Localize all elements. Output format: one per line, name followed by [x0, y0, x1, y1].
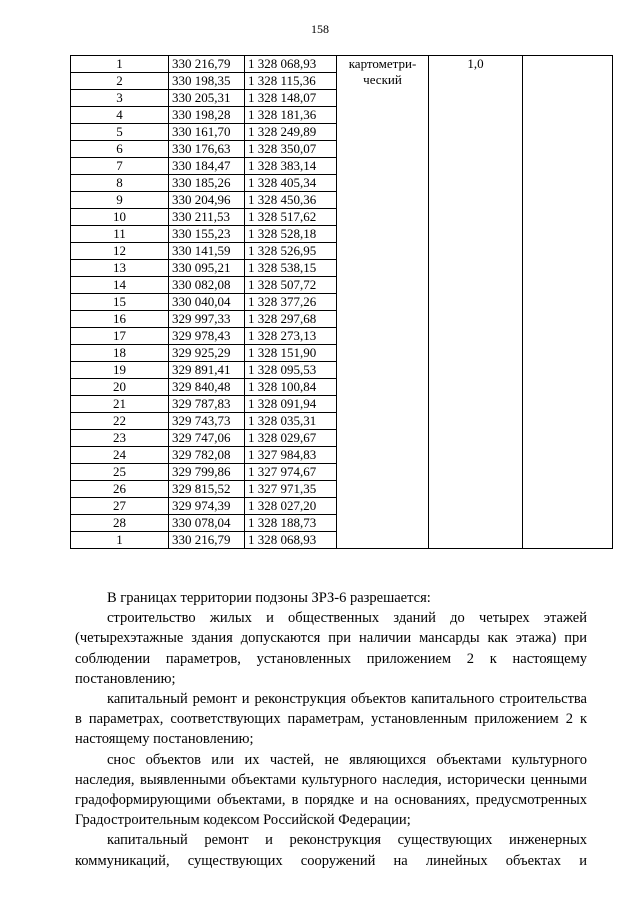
- y-coordinate-cell: 1 328 095,53: [245, 362, 337, 379]
- y-coordinate-cell: 1 328 148,07: [245, 90, 337, 107]
- y-coordinate-cell: 1 328 517,62: [245, 209, 337, 226]
- y-coordinate-cell: 1 328 035,31: [245, 413, 337, 430]
- point-number-cell: 13: [71, 260, 169, 277]
- point-number-cell: 7: [71, 158, 169, 175]
- point-number-cell: 21: [71, 396, 169, 413]
- x-coordinate-cell: 330 198,28: [169, 107, 245, 124]
- y-coordinate-cell: 1 328 507,72: [245, 277, 337, 294]
- y-coordinate-cell: 1 328 350,07: [245, 141, 337, 158]
- y-coordinate-cell: 1 327 984,83: [245, 447, 337, 464]
- point-number-cell: 25: [71, 464, 169, 481]
- y-coordinate-cell: 1 328 188,73: [245, 515, 337, 532]
- x-coordinate-cell: 330 078,04: [169, 515, 245, 532]
- y-coordinate-cell: 1 328 091,94: [245, 396, 337, 413]
- y-coordinate-cell: 1 327 971,35: [245, 481, 337, 498]
- point-number-cell: 28: [71, 515, 169, 532]
- y-coordinate-cell: 1 328 115,36: [245, 73, 337, 90]
- x-coordinate-cell: 329 978,43: [169, 328, 245, 345]
- x-coordinate-cell: 329 799,86: [169, 464, 245, 481]
- x-coordinate-cell: 329 782,08: [169, 447, 245, 464]
- y-coordinate-cell: 1 328 450,36: [245, 192, 337, 209]
- x-coordinate-cell: 329 997,33: [169, 311, 245, 328]
- x-coordinate-cell: 330 095,21: [169, 260, 245, 277]
- x-coordinate-cell: 329 840,48: [169, 379, 245, 396]
- point-number-cell: 27: [71, 498, 169, 515]
- x-coordinate-cell: 330 161,70: [169, 124, 245, 141]
- point-number-cell: 14: [71, 277, 169, 294]
- x-coordinate-cell: 329 787,83: [169, 396, 245, 413]
- x-coordinate-cell: 330 216,79: [169, 56, 245, 73]
- point-number-cell: 9: [71, 192, 169, 209]
- paragraph-construction: строительство жилых и общественных зданий до четырех этажей (четырехэтажные здания допускаются при наличии мансарды как этажа) при соблюдении параметров, установленных приложением 2 к настоящему постановлению;: [75, 610, 587, 687]
- y-coordinate-cell: 1 328 273,13: [245, 328, 337, 345]
- coordinates-table: [70, 55, 613, 549]
- x-coordinate-cell: 330 155,23: [169, 226, 245, 243]
- y-coordinate-cell: 1 328 027,20: [245, 498, 337, 515]
- page-number: 158: [311, 22, 329, 36]
- y-coordinate-cell: 1 328 383,14: [245, 158, 337, 175]
- point-number-cell: 6: [71, 141, 169, 158]
- y-coordinate-cell: 1 328 297,68: [245, 311, 337, 328]
- point-number-cell: 4: [71, 107, 169, 124]
- x-coordinate-cell: 329 974,39: [169, 498, 245, 515]
- point-number-cell: 17: [71, 328, 169, 345]
- x-coordinate-cell: 330 216,79: [169, 532, 245, 549]
- x-coordinate-cell: 330 141,59: [169, 243, 245, 260]
- x-coordinate-cell: 329 815,52: [169, 481, 245, 498]
- y-coordinate-cell: 1 328 528,18: [245, 226, 337, 243]
- y-coordinate-cell: 1 328 029,67: [245, 430, 337, 447]
- point-number-cell: 10: [71, 209, 169, 226]
- y-coordinate-cell: 1 328 181,36: [245, 107, 337, 124]
- method-line-1: картометри-: [348, 56, 417, 71]
- point-number-cell: 1: [71, 532, 169, 549]
- x-coordinate-cell: 330 198,35: [169, 73, 245, 90]
- x-coordinate-cell: 330 211,53: [169, 209, 245, 226]
- x-coordinate-cell: 329 891,41: [169, 362, 245, 379]
- method-line-2: ческий: [363, 72, 402, 87]
- x-coordinate-cell: 330 040,04: [169, 294, 245, 311]
- point-number-cell: 12: [71, 243, 169, 260]
- x-coordinate-cell: 329 743,73: [169, 413, 245, 430]
- point-number-cell: 18: [71, 345, 169, 362]
- x-coordinate-cell: 330 205,31: [169, 90, 245, 107]
- paragraph-utilities: капитальный ремонт и реконструкция существующих инженерных коммуникаций, существующих сооружений на линейных объектах и: [75, 832, 587, 869]
- x-coordinate-cell: 330 082,08: [169, 277, 245, 294]
- body-text: [75, 588, 587, 871]
- note-cell: [523, 56, 613, 549]
- y-coordinate-cell: 1 328 249,89: [245, 124, 337, 141]
- y-coordinate-cell: 1 328 151,90: [245, 345, 337, 362]
- y-coordinate-cell: 1 328 377,26: [245, 294, 337, 311]
- y-coordinate-cell: 1 328 100,84: [245, 379, 337, 396]
- point-number-cell: 5: [71, 124, 169, 141]
- accuracy-cell: 1,0: [429, 56, 523, 549]
- point-number-cell: 11: [71, 226, 169, 243]
- x-coordinate-cell: 329 925,29: [169, 345, 245, 362]
- paragraph-demolition: снос объектов или их частей, не являющихся объектами культурного наследия, выявленными объектами культурного наследия, исторически ценными градоформирующими объектами, в порядке и на основаниях, предусмотренных Градостроительным кодексом Российской Федерации;: [75, 751, 587, 829]
- coordinates-table-body: [71, 56, 613, 549]
- y-coordinate-cell: 1 328 068,93: [245, 56, 337, 73]
- paragraph-repair: капитальный ремонт и реконструкция объектов капитального строительства в параметрах, соответствующих параметрам, установленным приложением 2 к настоящему постановлению;: [75, 691, 587, 748]
- x-coordinate-cell: 330 176,63: [169, 141, 245, 158]
- point-number-cell: 22: [71, 413, 169, 430]
- point-number-cell: 1: [71, 56, 169, 73]
- y-coordinate-cell: 1 328 538,15: [245, 260, 337, 277]
- x-coordinate-cell: 330 184,47: [169, 158, 245, 175]
- point-number-cell: 3: [71, 90, 169, 107]
- y-coordinate-cell: 1 328 068,93: [245, 532, 337, 549]
- paragraph-intro: В границах территории подзоны ЗРЗ-6 разрешается:: [107, 590, 431, 606]
- x-coordinate-cell: 330 185,26: [169, 175, 245, 192]
- point-number-cell: 16: [71, 311, 169, 328]
- point-number-cell: 26: [71, 481, 169, 498]
- point-number-cell: 19: [71, 362, 169, 379]
- table-row: [71, 56, 613, 73]
- point-number-cell: 24: [71, 447, 169, 464]
- point-number-cell: 20: [71, 379, 169, 396]
- point-number-cell: 15: [71, 294, 169, 311]
- x-coordinate-cell: 330 204,96: [169, 192, 245, 209]
- method-cell: [337, 56, 429, 549]
- point-number-cell: 2: [71, 73, 169, 90]
- point-number-cell: 8: [71, 175, 169, 192]
- y-coordinate-cell: 1 328 405,34: [245, 175, 337, 192]
- x-coordinate-cell: 329 747,06: [169, 430, 245, 447]
- point-number-cell: 23: [71, 430, 169, 447]
- y-coordinate-cell: 1 327 974,67: [245, 464, 337, 481]
- y-coordinate-cell: 1 328 526,95: [245, 243, 337, 260]
